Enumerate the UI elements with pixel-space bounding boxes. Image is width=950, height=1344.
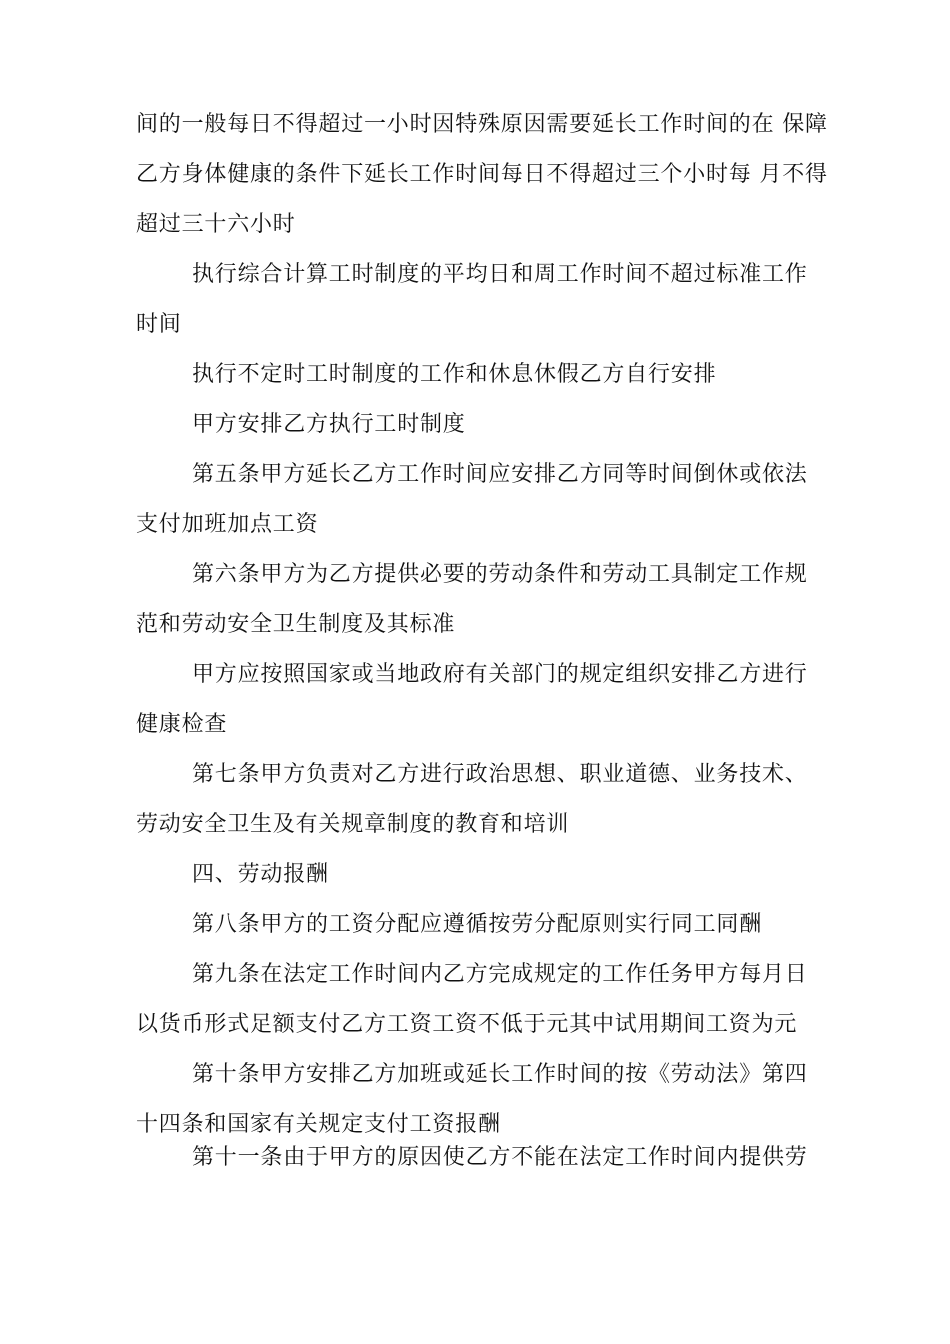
text-line: 超过三十六小时 xyxy=(136,212,296,237)
text-line: 范和劳动安全卫生制度及其标准 xyxy=(136,612,456,637)
text-line: 第六条甲方为乙方提供必要的劳动条件和劳动工具制定工作规 xyxy=(192,562,808,587)
text-line: 支付加班加点工资 xyxy=(136,512,319,537)
text-line: 第十一条由于甲方的原因使乙方不能在法定工作时间内提供劳 xyxy=(192,1145,808,1170)
text-line: 执行综合计算工时制度的平均日和周工作时间不超过标准工作 xyxy=(192,262,808,287)
text-line: 劳动安全卫生及有关规章制度的教育和培训 xyxy=(136,812,570,837)
text-line: 乙方身体健康的条件下延长工作时间每日不得超过三个小时每 月不得 xyxy=(136,162,828,187)
text-line: 间的一般每日不得超过一小时因特殊原因需要延长工作时间的在 保障 xyxy=(136,112,828,137)
text-line: 第七条甲方负责对乙方进行政治思想、职业道德、业务技术、 xyxy=(192,762,808,787)
text-line: 健康检查 xyxy=(136,712,228,737)
text-line: 第五条甲方延长乙方工作时间应安排乙方同等时间倒休或依法 xyxy=(192,462,808,487)
section-heading: 四、劳动报酬 xyxy=(192,862,329,887)
text-line: 以货币形式足额支付乙方工资工资不低于元其中试用期间工资为元 xyxy=(136,1012,798,1037)
text-line: 第十条甲方安排乙方加班或延长工作时间的按《劳动法》第四 xyxy=(192,1062,808,1087)
text-line: 第九条在法定工作时间内乙方完成规定的工作任务甲方每月日 xyxy=(192,962,808,987)
text-line: 执行不定时工时制度的工作和休息休假乙方自行安排 xyxy=(192,362,717,387)
text-line: 甲方安排乙方执行工时制度 xyxy=(192,412,466,437)
text-line: 时间 xyxy=(136,312,182,337)
text-line: 第八条甲方的工资分配应遵循按劳分配原则实行同工同酬 xyxy=(192,912,763,937)
text-line: 十四条和国家有关规定支付工资报酬 xyxy=(136,1112,501,1137)
text-line: 甲方应按照国家或当地政府有关部门的规定组织安排乙方进行 xyxy=(192,662,808,687)
